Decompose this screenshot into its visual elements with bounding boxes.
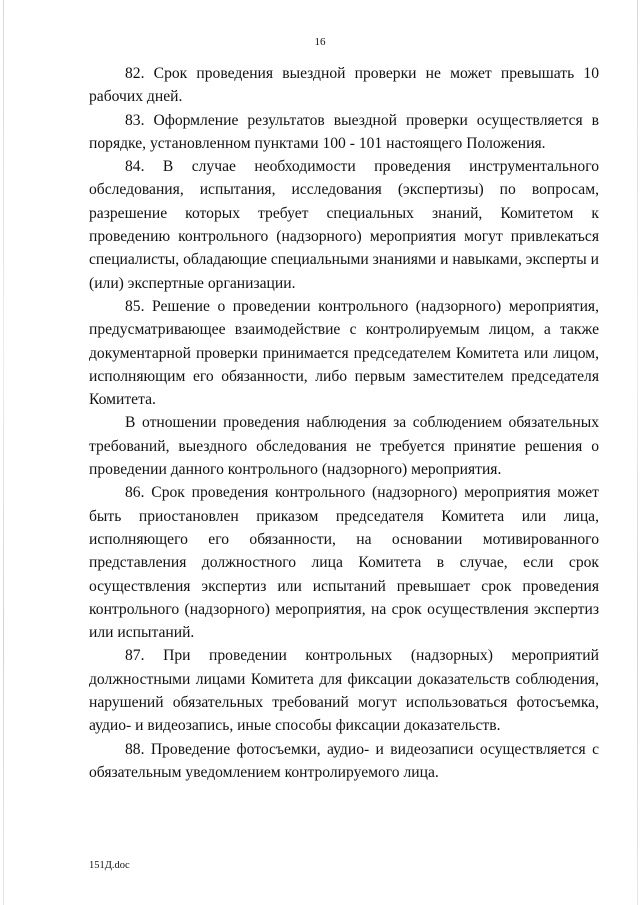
paragraph-82: 82. Срок проведения выездной проверки не может превышать 10 рабочих дней. [89,65,599,106]
paragraph-85: 85. Решение о проведении контрольного (надзорного) мероприятия, предусматривающее взаимодействие с контролируемым лицом, а также документарной проверки принимается председателем Комитета или лицом, исполняющим его обязанности, либо первым заместителем председателя Комитета. [89,297,599,409]
scan-edge-right [637,0,638,905]
paragraph-86: 86. Срок проведения контрольного (надзорного) мероприятия может быть приостановлен приказом председателя Комитета или лица, исполняющего его обязанности, на основании мотивированного представления должностного лица Комитета в случае, если срок осуществления экспертиз или испытаний превышает срок проведения контрольного (надзорного) мероприятия, на срок осуществления экспертиз или испытаний. [89,484,599,642]
paragraph-85-continued: В отношении проведения наблюдения за соблюдением обязательных требований, выездного обследования не требуется принятие решения о проведении данного контрольного (надзорного) мероприятия. [89,414,599,479]
scan-edge-left [3,0,4,905]
paragraph-84: 84. В случае необходимости проведения инструментального обследования, испытания, исследования (экспертизы) по вопросам, разрешение которых требует специальных знаний, Комитетом к проведению контрольного (надзорного) мероприятия могут привлекаться специалисты, обладающие специальными знаниями и навыками, эксперты и (или) экспертные организации. [89,158,599,292]
document-body [89,62,599,784]
page-number: 16 [314,36,326,48]
paragraph-83: 83. Оформление результатов выездной проверки осуществляется в порядке, установленном пунктами 100 - 101 настоящего Положения. [89,111,599,152]
paragraph-88: 88. Проведение фотосъемки, аудио- и видеозаписи осуществляется с обязательным уведомлением контролируемого лица. [89,740,599,781]
paragraph-87: 87. При проведении контрольных (надзорных) мероприятий должностными лицами Комитета для фиксации доказательств соблюдения, нарушений обязательных требований могут использоваться фотосъемка, аудио- и видеозапись, иные способы фиксации доказательств. [89,647,599,735]
footer-filename: 151Д.doc [89,860,130,871]
